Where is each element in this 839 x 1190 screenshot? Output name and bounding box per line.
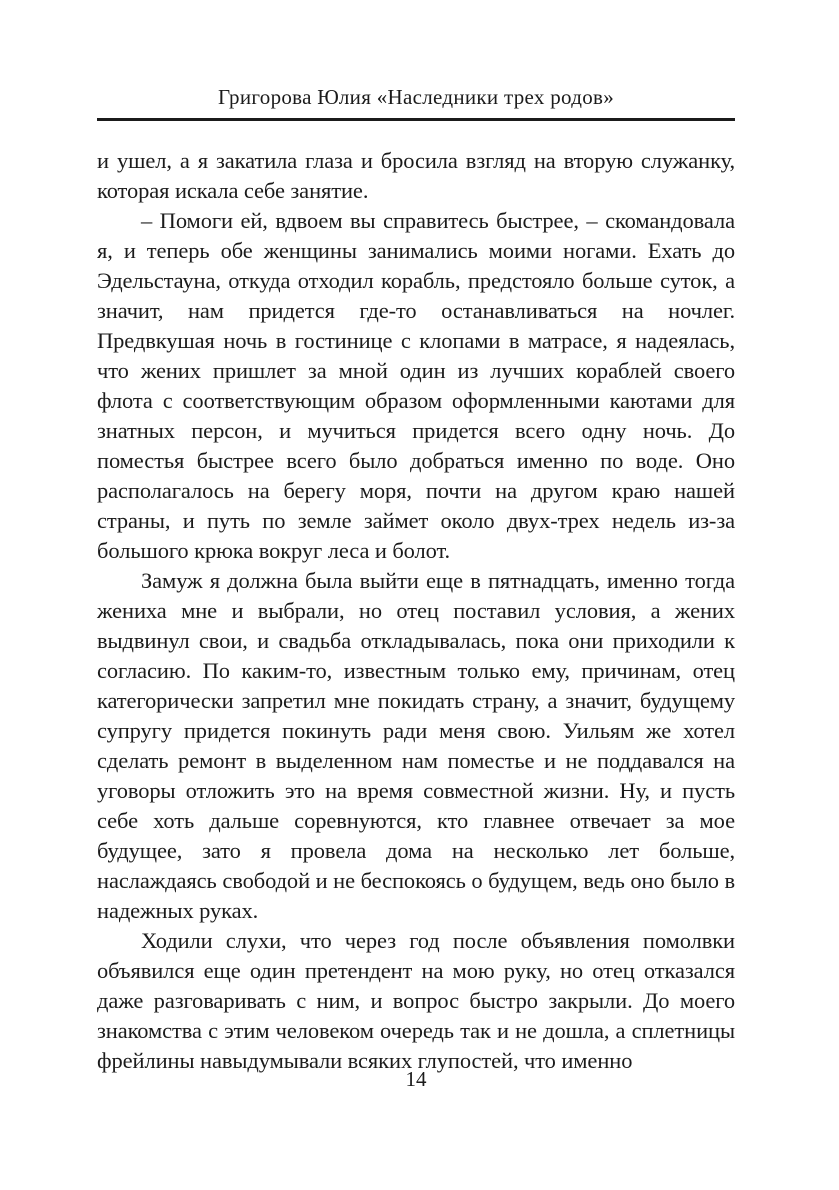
body-text: [97, 146, 735, 1076]
text-block: [97, 84, 735, 1076]
running-title: Григорова Юлия «Наследники трех родов»: [217, 85, 615, 109]
page-number: 14: [405, 1067, 427, 1091]
paragraph: Ходили слухи, что через год после объявления помолвки объявился еще один претендент на мою руку, но отец отказался даже разговаривать с ним, и вопрос быстро закрыли. До моего знакомства с этим человеком очередь так и не дошла, а сплетницы фрейлины навыдумывали всяких глупостей, что именно: [97, 928, 735, 1073]
page-header: [97, 84, 735, 121]
paragraph: и ушел, а я закатила глаза и бросила взгляд на вторую служанку, которая искала себе занятие.: [97, 148, 735, 203]
header-rule: [97, 118, 735, 121]
paragraph: Замуж я должна была выйти еще в пятнадцать, именно тогда жениха мне и выбрали, но отец поставил условия, а жених выдвинул свои, и свадьба откладывалась, пока они приходили к согласию. По каким-то, известным только ему, причинам, отец категорически запретил мне покидать страну, а значит, будущему супругу придется покинуть ради меня свою. Уильям же хотел сделать ремонт в выделенном нам поместье и не поддавался на уговоры отложить это на время совместной жизни. Ну, и пусть себе хоть дальше соревнуются, кто главнее отвечает за мое будущее, зато я провела дома на несколько лет больше, наслаждаясь свободой и не беспокоясь о будущем, ведь оно было в надежных руках.: [97, 568, 735, 923]
paragraph: – Помоги ей, вдвоем вы справитесь быстрее, – скомандовала я, и теперь обе женщины занимались моими ногами. Ехать до Эдельстауна, откуда отходил корабль, предстояло больше суток, а значит, нам придется где-то останавливаться на ночлег. Предвкушая ночь в гостинице с клопами в матрасе, я надеялась, что жених пришлет за мной один из лучших кораблей своего флота с соответствующим образом оформленными каютами для знатных персон, и мучиться придется всего одну ночь. До поместья быстрее всего было добраться именно по воде. Оно располагалось на берегу моря, почти на другом краю нашей страны, и путь по земле займет около двух-трех недель из-за большого крюка вокруг леса и болот.: [97, 208, 735, 563]
